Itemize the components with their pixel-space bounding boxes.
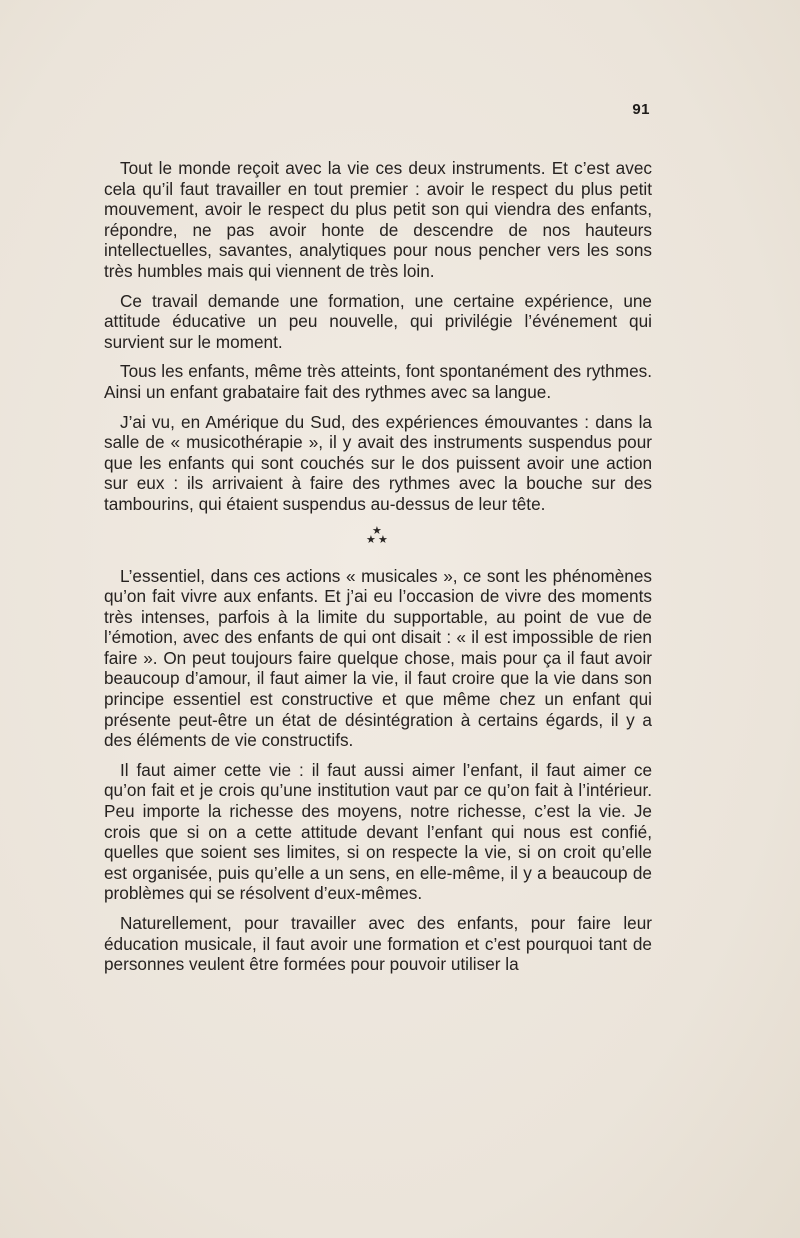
paragraph: L’essentiel, dans ces actions « musicales », ce sont les phénomènes qu’on fait vivre aux enfants. Et j’ai eu l’occasion de vivre des moments très intenses, parfois à la limite du supportable, au point de vue de l’émotion, avec des enfants de qui ont disait : « il est impossible de rien faire ». On peut toujours faire quelque chose, mais pour ça il faut avoir beaucoup d’amour, il faut aimer la vie, il faut croire que la vie dans son principe essentiel est constructive et que même chez un enfant qui présente peut-être un état de désintégration à certains égards, il y a des éléments de vie constructifs. bbox=[104, 565, 652, 751]
paragraph: Ce travail demande une formation, une certaine expérience, une attitude éducative un peu nouvelle, qui privilégie l’événement qui survient sur le moment. bbox=[104, 290, 652, 352]
paragraph: Tout le monde reçoit avec la vie ces deux instruments. Et c’est avec cela qu’il faut travailler en tout premier : avoir le respect du plus petit mouvement, avoir le respect du plus petit son qui viendra des enfants, répondre, ne pas avoir honte de descendre de nos hauteurs intellectuelles, savantes, analytiques pour nous pencher vers les sons très humbles mais qui viennent de très loin. bbox=[104, 158, 652, 281]
section-break-asterism bbox=[358, 524, 398, 554]
asterism-star-icon: ★ bbox=[372, 524, 382, 537]
paragraph: Il faut aimer cette vie : il faut aussi aimer l’enfant, il faut aimer ce qu’on fait et je crois qu’une institution vaut par ce qu’on fait à l’intérieur. Peu importe la richesse des moyens, notre richesse, c’est la vie. Je crois que si on a cette attitude devant l’enfant qui nous est confié, quelles que soient ses limites, si on respecte la vie, si on croit qu’elle est organisée, puis qu’elle a un sens, en elle-même, il y a beaucoup de problèmes qui se résolvent d’eux-mêmes. bbox=[104, 759, 652, 904]
paragraph: J’ai vu, en Amérique du Sud, des expériences émouvantes : dans la salle de « musicothérapie », il y avait des instruments suspendus pour que les enfants qui sont couchés sur le dos puissent avoir une action sur eux : ils arrivaient à faire des rythmes avec la bouche sur des tambourins, qui étaient suspendus au-dessus de leur tête. bbox=[104, 411, 652, 514]
asterism-star-icon: ★ bbox=[366, 533, 376, 546]
page-number: 91 bbox=[632, 101, 650, 118]
paragraph: Tous les enfants, même très atteints, font spontanément des rythmes. Ainsi un enfant grabataire fait des rythmes avec sa langue. bbox=[104, 361, 652, 402]
paragraph: Naturellement, pour travailler avec des enfants, pour faire leur éducation musicale, il faut avoir une formation et c’est pourquoi tant de personnes veulent être formées pour pouvoir utiliser la bbox=[104, 913, 652, 975]
asterism-star-icon: ★ bbox=[378, 533, 388, 546]
body-text bbox=[104, 158, 652, 984]
